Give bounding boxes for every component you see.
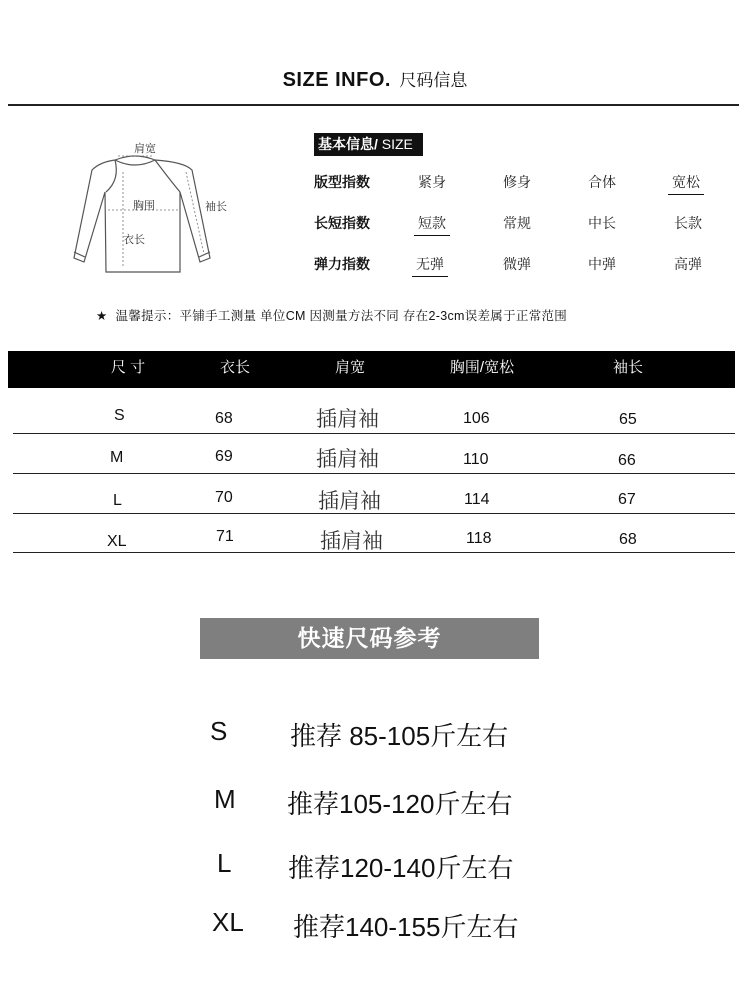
table-row: [13, 433, 735, 474]
cell-size: L: [113, 492, 122, 509]
length-option-regular: 常规: [503, 215, 531, 231]
elastic-option-medium: 中弹: [588, 256, 616, 272]
cell-sleeve: 68: [619, 531, 637, 548]
cell-length: 71: [216, 528, 234, 545]
basic-info-header: [314, 133, 423, 156]
shirt-outline-icon: [74, 156, 210, 272]
fit-option-tight: 紧身: [418, 174, 446, 190]
length-option-mid: 中长: [588, 215, 616, 231]
quick-size-label: XL: [212, 907, 244, 937]
measurement-tip: [96, 306, 567, 324]
quick-size-recommendation: 推荐 85-105斤左右: [290, 721, 509, 751]
quick-size-label: S: [210, 716, 228, 746]
cell-length: 68: [215, 410, 233, 427]
table-row: [13, 473, 735, 514]
tip-text: 温馨提示：平铺手工测量 单位CM 因测量方法不同 存在2-3cm误差属于正常范围: [115, 309, 568, 323]
table-row: [13, 512, 735, 553]
cell-shoulder: 插肩袖: [316, 447, 379, 471]
header-size: 尺 寸: [110, 359, 146, 376]
label-shoulder: 肩宽: [134, 143, 156, 155]
header-chest: 胸围/宽松: [449, 359, 515, 376]
cell-length: 70: [215, 489, 233, 506]
header-sleeve: 袖长: [612, 359, 643, 376]
label-sleeve: 袖长: [205, 201, 227, 213]
elastic-option-slight: 微弹: [503, 256, 531, 272]
title-chinese: 尺码信息: [399, 71, 468, 90]
page-title: [0, 66, 750, 92]
length-index-row: [314, 213, 734, 237]
cell-shoulder: 插肩袖: [318, 489, 381, 513]
garment-diagram: [60, 130, 250, 290]
cell-sleeve: 65: [619, 411, 637, 428]
star-icon: ★: [96, 309, 108, 323]
cell-shoulder: 插肩袖: [320, 529, 383, 553]
quick-size-label: M: [214, 784, 236, 814]
row-label: 弹力指数: [314, 256, 370, 272]
basic-info-header-rest: SIZE: [377, 136, 413, 152]
label-length: 衣长: [123, 234, 145, 246]
elastic-option-none: 无弹: [412, 254, 448, 277]
quick-size-recommendation: 推荐120-140斤左右: [288, 853, 514, 883]
cell-sleeve: 66: [618, 452, 636, 469]
row-label: 长短指数: [314, 215, 370, 231]
length-option-short: 短款: [414, 213, 450, 236]
cell-chest: 110: [463, 451, 489, 468]
cell-chest: 118: [466, 530, 492, 547]
cell-size: XL: [107, 533, 127, 550]
quick-size-recommendation: 推荐140-155斤左右: [293, 912, 519, 942]
fit-option-regular: 合体: [588, 174, 616, 190]
fit-option-slim: 修身: [503, 174, 531, 190]
fit-option-loose: 宽松: [668, 172, 704, 195]
quick-size-recommendation: 推荐105-120斤左右: [287, 789, 513, 819]
row-label: 版型指数: [314, 174, 370, 190]
quick-size-label: L: [217, 848, 232, 878]
cell-size: S: [114, 407, 125, 424]
label-chest: 胸围: [133, 200, 155, 212]
quick-size-banner: 快速尺码参考: [200, 618, 539, 659]
cell-shoulder: 插肩袖: [316, 407, 379, 431]
cell-length: 69: [215, 448, 233, 465]
cell-chest: 114: [464, 491, 490, 508]
header-shoulder: 肩宽: [334, 359, 365, 376]
length-option-long: 长款: [674, 215, 702, 231]
size-table-header: [8, 351, 735, 388]
elasticity-index-row: [314, 254, 734, 278]
header-length: 衣长: [219, 359, 250, 376]
basic-info-header-bold: 基本信息/: [318, 136, 378, 152]
title-english: SIZE INFO.: [282, 69, 391, 91]
elastic-option-high: 高弹: [674, 256, 702, 272]
cell-chest: 106: [463, 410, 490, 427]
fit-index-row: [314, 172, 734, 196]
cell-sleeve: 67: [618, 491, 636, 508]
table-row: [13, 393, 735, 434]
cell-size: M: [110, 449, 124, 466]
title-divider: [8, 104, 739, 106]
